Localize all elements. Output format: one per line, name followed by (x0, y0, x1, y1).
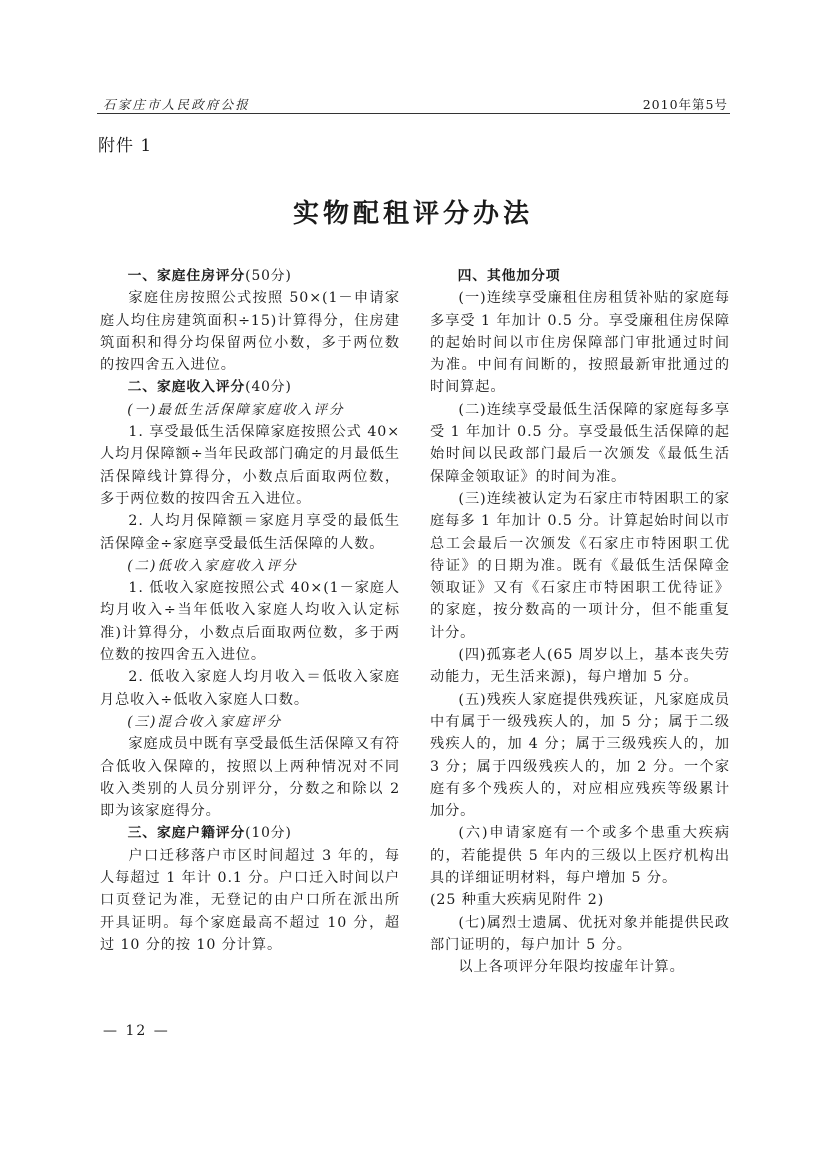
paragraph: (四)孤寡老人(65 周岁以上，基本丧失劳动能力，无生活来源)，每户增加 5 分。 (430, 647, 730, 686)
paragraph: (二)连续享受最低生活保障的家庭每多享受 1 年加计 0.5 分。享受最低生活保障的起始时间以民政部门最后一次颁发《最低生活保障金领取证》的时间为准。 (430, 401, 730, 485)
paragraph: (一)连续享受廉租住房租赁补贴的家庭每多享受 1 年加计 0.5 分。享受廉租住房保障的起始时间以市住房保障部门审批通过时间为准。中间有间断的，按照最新审批通过的时间算起。 (430, 290, 730, 396)
section-heading (100, 822, 400, 844)
paragraph-note: (25 种重大疾病见附件 2) (430, 892, 605, 909)
right-column (430, 265, 730, 979)
section-points: (40分) (245, 379, 292, 396)
paragraph: (五)残疾人家庭提供残疾证，凡家庭成员中有属于一级残疾人的，加 5 分；属于二级残疾人的，加 4 分；属于三级残疾人的，加 3 分；属于四级残疾人的，加 2 分。一个家庭有多个残疾人的，对应相应残疾等级累计加分。 (430, 691, 730, 820)
page-number: — 12 — (103, 1023, 170, 1039)
paragraph: 以上各项评分年限均按虚年计算。 (458, 959, 685, 976)
section-heading-text: 一、家庭住房评分 (127, 268, 246, 284)
subsection-heading: (三)混合收入家庭评分 (127, 713, 283, 730)
section-heading (430, 265, 730, 287)
section-heading-text: 三、家庭户籍评分 (127, 825, 246, 842)
publication-name: 石家庄市人民政府公报 (103, 97, 251, 112)
section-heading (100, 376, 400, 398)
left-column (100, 265, 400, 956)
issue-number: 2010年第5号 (642, 97, 728, 112)
section-points: (10分) (245, 825, 292, 842)
document-title: 实物配租评分办法 (292, 199, 533, 229)
running-header (97, 94, 730, 114)
paragraph: 1. 低收入家庭按照公式 40×(1－家庭人均月收入÷当年低收入家庭人均收入认定标准)计算得分，小数点后面取两位数，多于两位数的按四舍五入进位。 (100, 580, 400, 664)
paragraph: (七)属烈士遗属、优抚对象并能提供民政部门证明的，每户加计 5 分。 (430, 914, 730, 953)
paragraph: (三)连续被认定为石家庄市特困职工的家庭每多 1 年加计 0.5 分。计算起始时间以市总工会最后一次颁发《石家庄市特困职工优待证》的日期为准。既有《最低生活保障金领取证》又有《石家庄市特困职工优待证》的家庭，按分数高的一项计分，但不能重复计分。 (430, 490, 730, 641)
section-heading-text: 四、其他加分项 (457, 268, 561, 284)
paragraph: 家庭成员中既有享受最低生活保障又有符合低收入保障的，按照以上两种情况对不同收入类别的人员分别评分，分数之和除以 2 即为该家庭得分。 (100, 736, 400, 820)
subsection-heading: (二)低收入家庭收入评分 (127, 557, 298, 574)
paragraph: (六)申请家庭有一个或多个患重大疾病的，若能提供 5 年内的三级以上医疗机构出具的详细证明材料，每户增加 5 分。 (430, 825, 730, 887)
paragraph: 1. 享受最低生活保障家庭按照公式 40×人均月保障额÷当年民政部门确定的月最低生活保障线计算得分，小数点后面取两位数，多于两位数的按四舍五入进位。 (100, 424, 400, 507)
section-points: (50分) (245, 268, 292, 284)
paragraph: 户口迁移落户市区时间超过 3 年的，每人每超过 1 年计 0.1 分。户口迁入时间以户口页登记为准，无登记的由户口所在派出所开具证明。每个家庭最高不超过 10 分，超过 10 分的按 10 分计算。 (100, 847, 400, 953)
attachment-label: 附件 1 (98, 136, 153, 156)
subsection-heading: (一)最低生活保障家庭收入评分 (127, 401, 345, 418)
paragraph: 家庭住房按照公式按照 50×(1－申请家庭人均住房建筑面积÷15)计算得分，住房建筑面积和得分均保留两位小数，多于两位数的按四舍五入进位。 (100, 290, 400, 374)
section-heading (100, 265, 400, 287)
paragraph: 2. 低收入家庭人均月收入＝低收入家庭月总收入÷低收入家庭人口数。 (100, 669, 400, 708)
paragraph: 2. 人均月保障额＝家庭月享受的最低生活保障金÷家庭享受最低生活保障的人数。 (100, 513, 400, 552)
section-heading-text: 二、家庭收入评分 (127, 379, 246, 396)
